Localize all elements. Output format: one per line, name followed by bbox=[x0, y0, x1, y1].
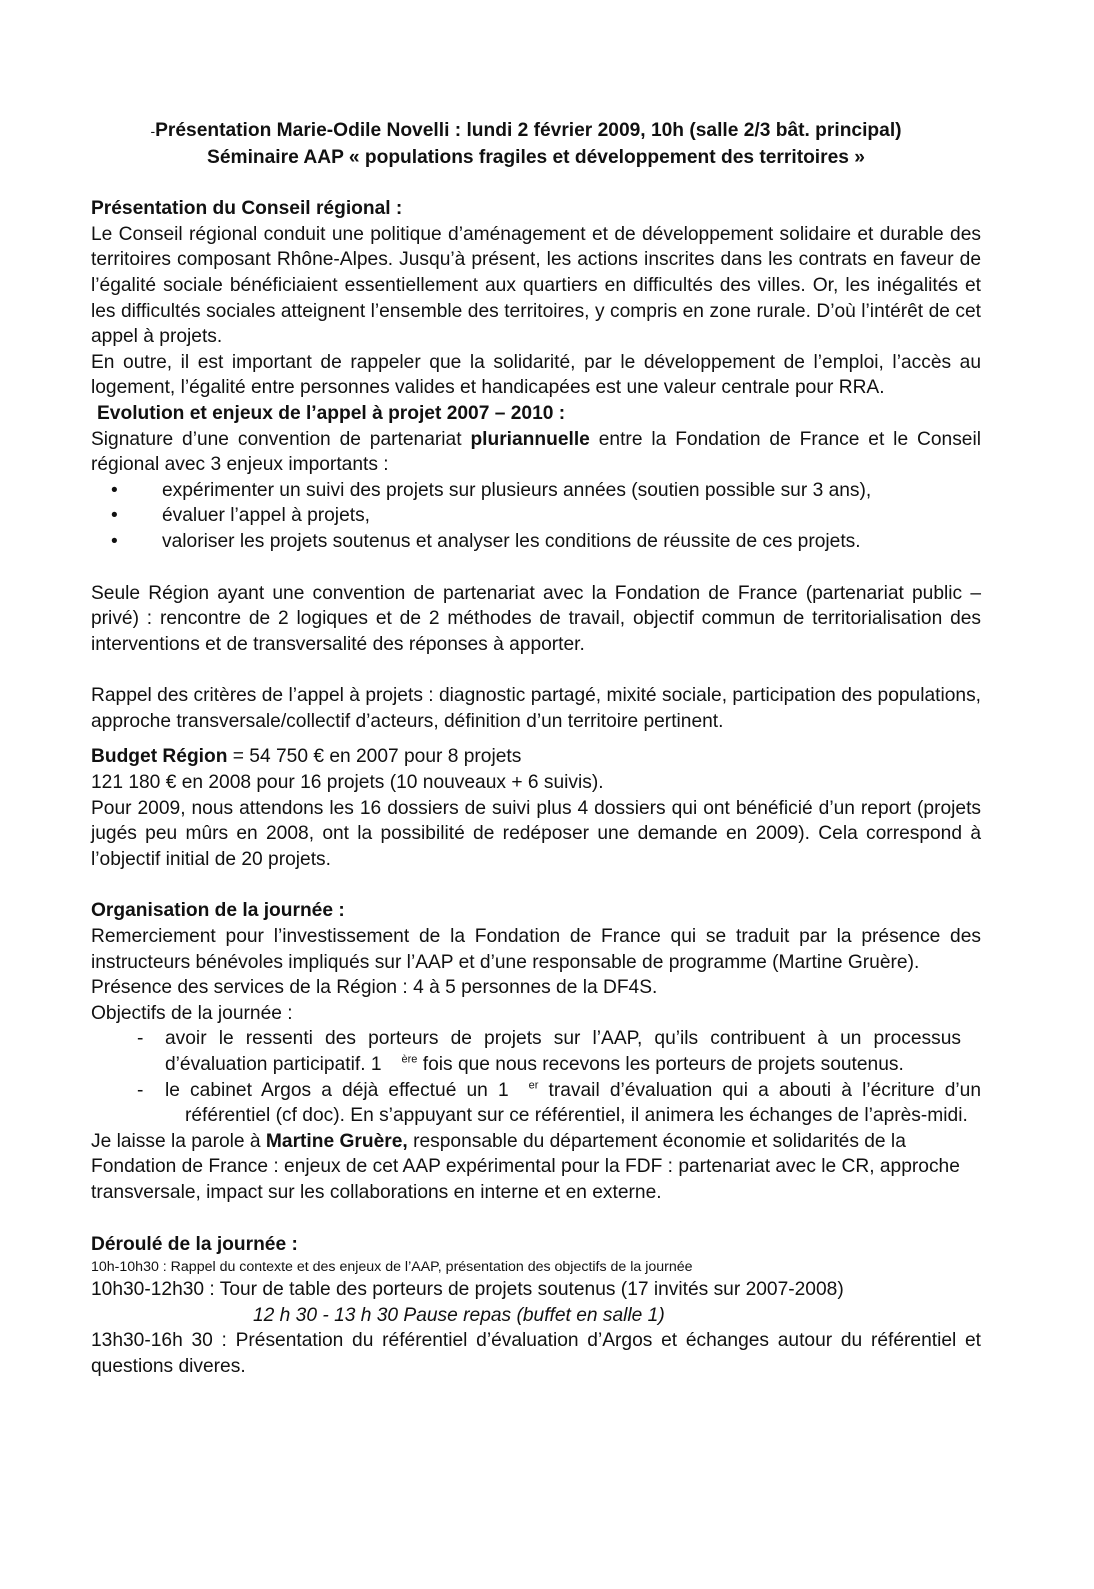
list-item bbox=[91, 503, 981, 529]
spacer bbox=[91, 734, 981, 744]
title-dash: - bbox=[150, 123, 156, 139]
superscript: ère bbox=[401, 1053, 418, 1066]
paragraph-conseil-2: En outre, il est important de rappeler que la solidarité, par le développement de l’emploi, l’accès au logement, l’égalité entre personnes valides et handicapées est une valeur centrale pour RRA. bbox=[91, 351, 981, 399]
superscript: er bbox=[528, 1079, 539, 1092]
parole-bold: Martine Gruère, bbox=[265, 1130, 408, 1152]
document-page bbox=[91, 118, 981, 1380]
paragraph-presence: Présence des services de la Région : 4 à 5 personnes de la DF4S. bbox=[91, 977, 658, 999]
spacer bbox=[91, 555, 981, 581]
objectifs-list bbox=[91, 1026, 981, 1128]
list-item bbox=[91, 478, 981, 504]
paragraph-objectifs: Objectifs de la journée : bbox=[91, 1002, 293, 1024]
intro-text-a: Signature d’une convention de partenariat bbox=[91, 428, 471, 450]
list-item bbox=[91, 529, 981, 555]
deroule-line-1: 10h-10h30 : Rappel du contexte et des enjeux de l’AAP, présentation des objectifs de la journée bbox=[91, 1259, 693, 1276]
spacer bbox=[91, 170, 981, 196]
bullet-icon: • bbox=[111, 505, 118, 527]
budget-line-2: 121 180 € en 2008 pour 16 projets (10 nouveaux + 6 suivis). bbox=[91, 772, 604, 794]
intro-bold: pluriannuelle bbox=[470, 428, 590, 450]
paragraph-budget-2009: Pour 2009, nous attendons les 16 dossiers de suivi plus 4 dossiers qui ont bénéficié d’un report (projets jugés peu mûrs en 2008, ont la possibilité de redéposer une demande en 2009). Cela correspond à l’objectif initial de 20 projets. bbox=[91, 797, 981, 870]
paragraph-seule-region: Seule Région ayant une convention de partenariat avec la Fondation de France (partenariat public – privé) : rencontre de 2 logiques et de 2 méthodes de travail, objectif commun de territorialisation des interventions et de transversalité des réponses à apporter. bbox=[91, 582, 981, 655]
enjeux-list bbox=[91, 478, 981, 555]
heading-organisation: Organisation de la journée : bbox=[91, 900, 345, 922]
paragraph-rappel-criteres: Rappel des critères de l’appel à projets : diagnostic partagé, mixité sociale, participation des populations, approche transversale/collectif d’acteurs, définition d’un territoire pertinent. bbox=[91, 685, 981, 732]
title-text: Présentation Marie-Odile Novelli : lundi 2 février 2009, 10h (salle 2/3 bât. principal) bbox=[155, 120, 902, 141]
list-item-text: évaluer l’appel à projets, bbox=[162, 505, 370, 527]
objectif-text-b: fois que nous recevons les porteurs de projets soutenus. bbox=[417, 1054, 904, 1075]
paragraph-conseil-1: Le Conseil régional conduit une politique d’aménagement et de développement solidaire et durable des territoires composant Rhône-Alpes. Jusqu’à présent, les actions inscrites dans les contrats en faveur de l’égalité sociale bénéficiaient essentiellement aux quartiers en difficultés des villes. Or, les inégalités et les difficultés sociales atteignent l’ensemble des territoires, y compris en zone rurale. D’où l’intérêt de cet appel à projets. bbox=[91, 223, 981, 348]
budget-line-1 bbox=[91, 744, 981, 770]
paragraph-parole bbox=[91, 1129, 981, 1206]
objectif-text-a: le cabinet Argos a déjà effectué un 1 bbox=[165, 1079, 509, 1101]
list-item bbox=[91, 1026, 981, 1077]
paragraph-evolution-intro bbox=[91, 427, 981, 478]
paragraph-remerciement: Remerciement pour l’investissement de la Fondation de France qui se traduit par la présence des instructeurs bénévoles impliqués sur l’AAP et d’une responsable de programme (Martine Gruère). bbox=[91, 926, 981, 973]
deroule-line-3: 12 h 30 - 13 h 30 Pause repas (buffet en salle 1) bbox=[253, 1304, 665, 1326]
heading-conseil: Présentation du Conseil régional : bbox=[91, 198, 403, 220]
spacer bbox=[91, 657, 981, 683]
list-item-text: expérimenter un suivi des projets sur plusieurs années (soutien possible sur 3 ans), bbox=[162, 479, 872, 501]
document-title bbox=[71, 118, 981, 145]
deroule-line-4: 13h30-16h 30 : Présentation du référentiel d’évaluation d’Argos et échanges autour du référentiel et questions diveres. bbox=[91, 1330, 981, 1377]
dash-marker: - bbox=[137, 1079, 144, 1101]
list-item-text: valoriser les projets soutenus et analyser les conditions de réussite de ces projets. bbox=[162, 530, 861, 552]
document-subtitle: Séminaire AAP « populations fragiles et développement des territoires » bbox=[207, 146, 865, 168]
bullet-icon: • bbox=[111, 479, 118, 501]
spacer bbox=[91, 872, 981, 898]
bullet-icon: • bbox=[111, 530, 118, 552]
deroule-line-2: 10h30-12h30 : Tour de table des porteurs de projets soutenus (17 invités sur 2007-2008) bbox=[91, 1279, 844, 1301]
objectif-text-b: travail d’évaluation qui a abouti à l’écriture d’un référentiel (cf doc). En s’appuyant sur ce référentiel, il animera les échanges de l’après-midi. bbox=[185, 1079, 981, 1127]
spacer bbox=[91, 1206, 981, 1232]
parole-text-a: Je laisse la parole à bbox=[91, 1130, 266, 1152]
heading-deroule: Déroulé de la journée : bbox=[91, 1233, 298, 1255]
intro-text-b: entre la Fondation de France et le Conseil régional avec 3 enjeux importants : bbox=[91, 428, 981, 476]
dash-marker: - bbox=[137, 1028, 144, 1050]
heading-evolution: Evolution et enjeux de l’appel à projet 2007 – 2010 : bbox=[97, 402, 566, 424]
objectif-text-a: avoir le ressenti des porteurs de projets sur l’AAP, qu’ils contribuent à un processus d’évaluation participatif. 1 bbox=[165, 1028, 961, 1075]
budget-2007: = 54 750 € en 2007 pour 8 projets bbox=[227, 746, 522, 768]
budget-label: Budget Région bbox=[91, 746, 228, 768]
list-item bbox=[91, 1078, 981, 1129]
parole-text-b: responsable du département économie et solidarités de la Fondation de France : enjeux de cet AAP expérimental pour la FDF : partenariat avec le CR, approche transversale, impact sur les collaborations en interne et en externe. bbox=[91, 1130, 960, 1203]
